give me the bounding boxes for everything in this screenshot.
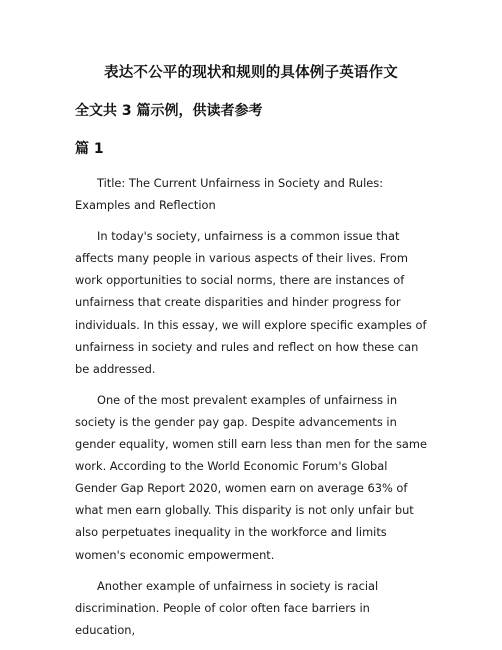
essay-body (75, 172, 431, 650)
body-paragraph: One of the most prevalent examples of unfairness in society is the gender pay gap. Despite advancements in gender equality, women still earn less than men for the same work. According to the World Economic Forum's Global Gender Gap Report 2020, women earn on average 63% of what men earn globally. This disparity is not only unfair but also perpetuates inequality in the workforce and limits women's economic empowerment. (75, 392, 427, 562)
document-subtitle: 全文共 3 篇示例，供读者参考 (75, 103, 263, 119)
document-title: 表达不公平的现状和规则的具体例子英语作文 (104, 65, 398, 81)
section-heading: 篇 1 (75, 141, 104, 157)
essay-title-paragraph: Title: The Current Unfairness in Society and Rules: Examples and Reflection (75, 176, 384, 213)
body-paragraph: Another example of unfairness in society is racial discrimination. People of color often face barriers in education, (75, 578, 379, 637)
body-paragraph: In today's society, unfairness is a common issue that affects many people in various aspects of their lives. From work opportunities to social norms, there are instances of unfairness that create disparities and hinder progress for individuals. In this essay, we will explore specific examples of unfairness in society and rules and reflect on how these can be addressed. (75, 229, 427, 376)
